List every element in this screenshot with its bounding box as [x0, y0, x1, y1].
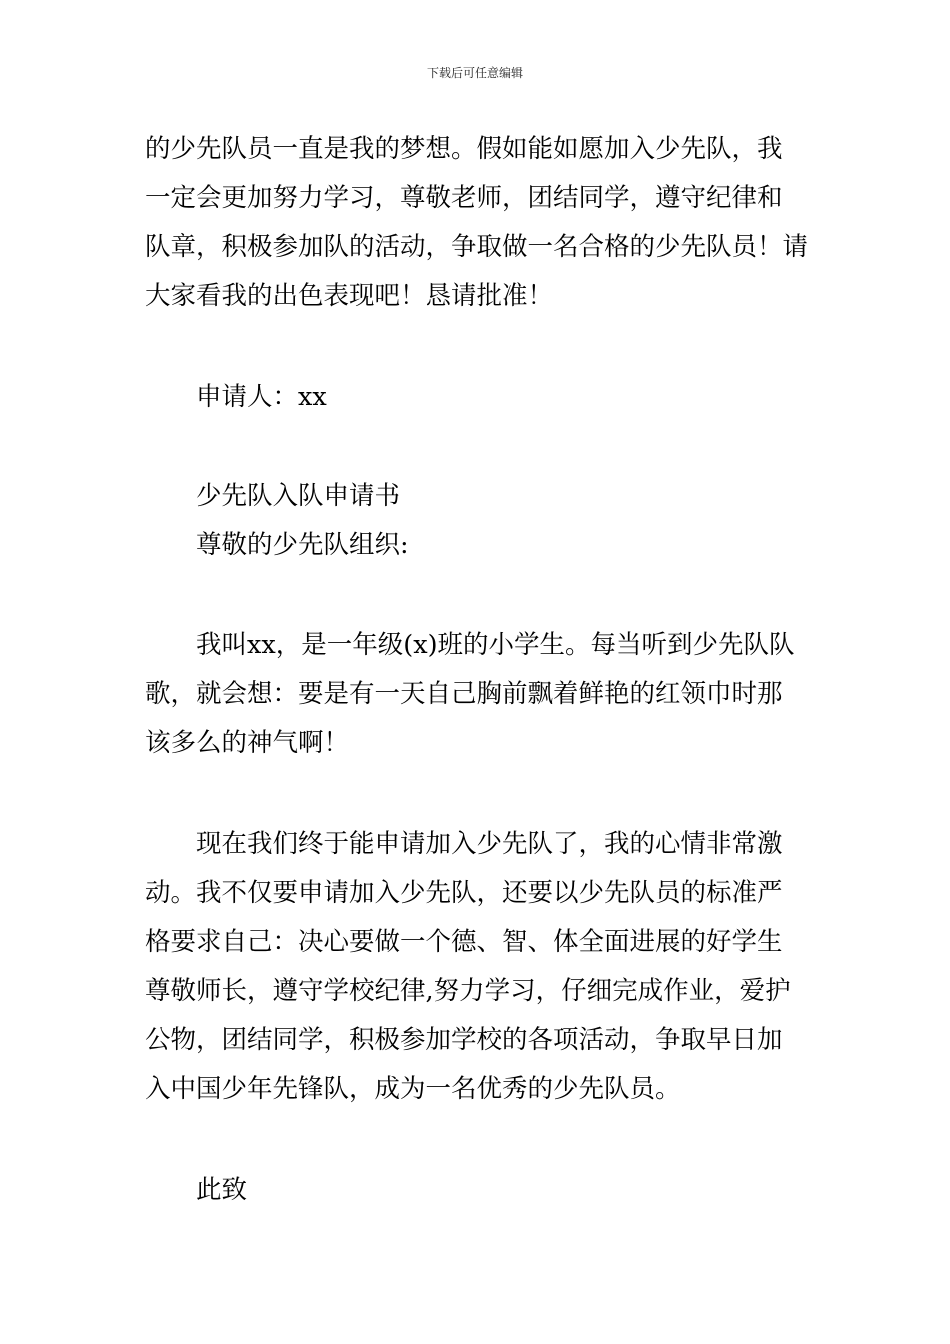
paragraph-2-line-2: 歌，就会想：要是有一天自己胸前飘着鲜艳的红领巾时那	[145, 679, 783, 709]
paragraph-1-line-3: 队章，积极参加队的活动，争取做一名合格的少先队员！请	[145, 232, 809, 262]
paragraph-3-line-1: 现在我们终于能申请加入少先队了，我的心情非常激	[196, 829, 783, 859]
paragraph-3-line-4: 尊敬师长，遵守学校纪律,努力学习，仔细完成作业，爱护	[145, 976, 791, 1006]
paragraph-1-line-1: 的少先队员一直是我的梦想。假如能如愿加入少先队，我	[145, 134, 783, 164]
salutation: 尊敬的少先队组织:	[196, 530, 409, 560]
document-title: 少先队入队申请书	[196, 481, 401, 511]
paragraph-3-line-5: 公物，团结同学，积极参加学校的各项活动，争取早日加	[145, 1025, 783, 1055]
paragraph-2-line-1: 我叫xx，是一年级(x)班的小学生。每当听到少先队队	[196, 630, 795, 660]
page-header-note: 下载后可任意编辑	[426, 66, 523, 80]
paragraph-3-line-2: 动。我不仅要申请加入少先队，还要以少先队员的标准严	[145, 878, 783, 908]
paragraph-1-line-2: 一定会更加努力学习，尊敬老师，团结同学，遵守纪律和	[145, 183, 783, 213]
paragraph-2-line-3: 该多么的神气啊！	[145, 728, 350, 758]
closing: 此致	[196, 1175, 248, 1205]
paragraph-1-line-4: 大家看我的出色表现吧！恳请批准！	[145, 281, 554, 311]
paragraph-3-line-3: 格要求自己：决心要做一个德、智、体全面进展的好学生	[145, 927, 783, 957]
paragraph-3-line-6: 入中国少年先锋队，成为一名优秀的少先队员。	[145, 1074, 681, 1104]
applicant-line: 申请人：xx	[196, 382, 327, 412]
